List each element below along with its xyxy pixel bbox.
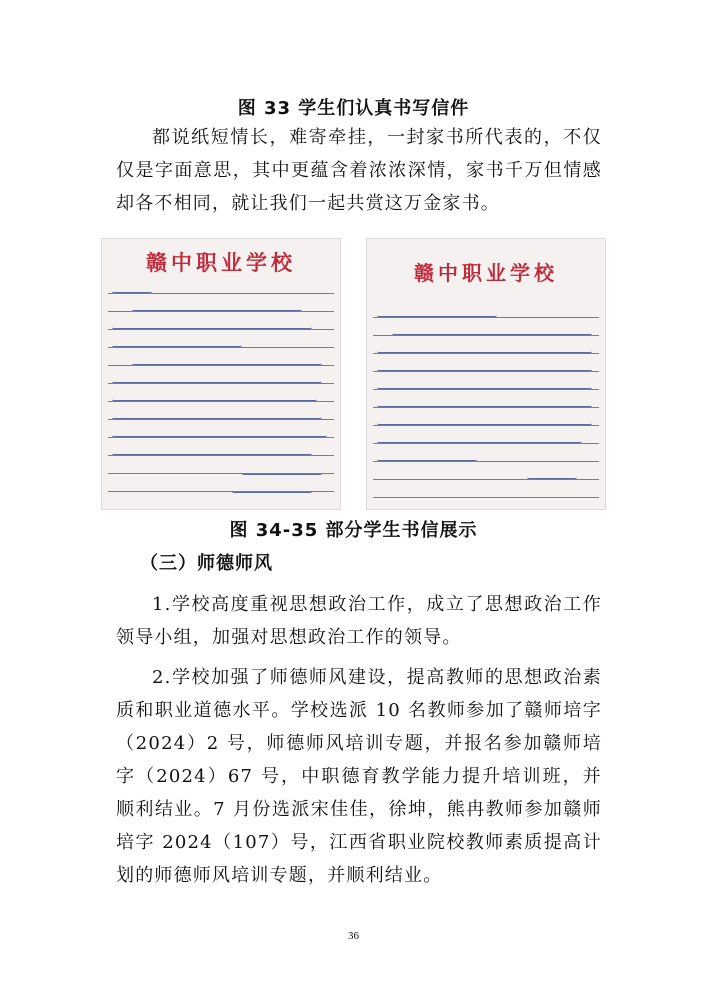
letter-school-header: 赣中职业学校 — [414, 261, 558, 285]
letter-school-header: 赣中职业学校 — [146, 250, 296, 275]
page-number: 36 — [348, 930, 359, 942]
student-letter-image-2 — [366, 238, 606, 510]
paragraph-2: 2.学校加强了师德师风建设，提高教师的思想政治素质和职业道德水平。学校选派 10 名教师参加了赣师培字（2024）2 号，师德师风培训专题，并报名参加赣师培字（2024）67 号，中职德育教学能力提升培训班，并顺利结业。7 月份选派宋佳佳，徐坤，熊冉教师参加赣师培字 2024（107）号，江西省职业院校教师素质提高计划的师德师风培训专题，并顺利结业。 — [116, 667, 602, 886]
section-heading: （三）师德师风 — [140, 553, 273, 574]
student-letter-image-1 — [101, 238, 341, 510]
paragraph-1: 1.学校高度重视思想政治工作，成立了思想政治工作领导小组，加强对思想政治工作的领导。 — [116, 594, 602, 648]
figure-caption-34-35: 图 34-35 部分学生书信展示 — [229, 520, 478, 541]
intro-paragraph: 都说纸短情长，难寄牵挂，一封家书所代表的，不仅仅是字面意思，其中更蕴含着浓浓深情，家书千万但情感却各不相同，就让我们一起共赏这万金家书。 — [116, 127, 602, 214]
figure-caption-33: 图 33 学生们认真书写信件 — [237, 98, 470, 119]
